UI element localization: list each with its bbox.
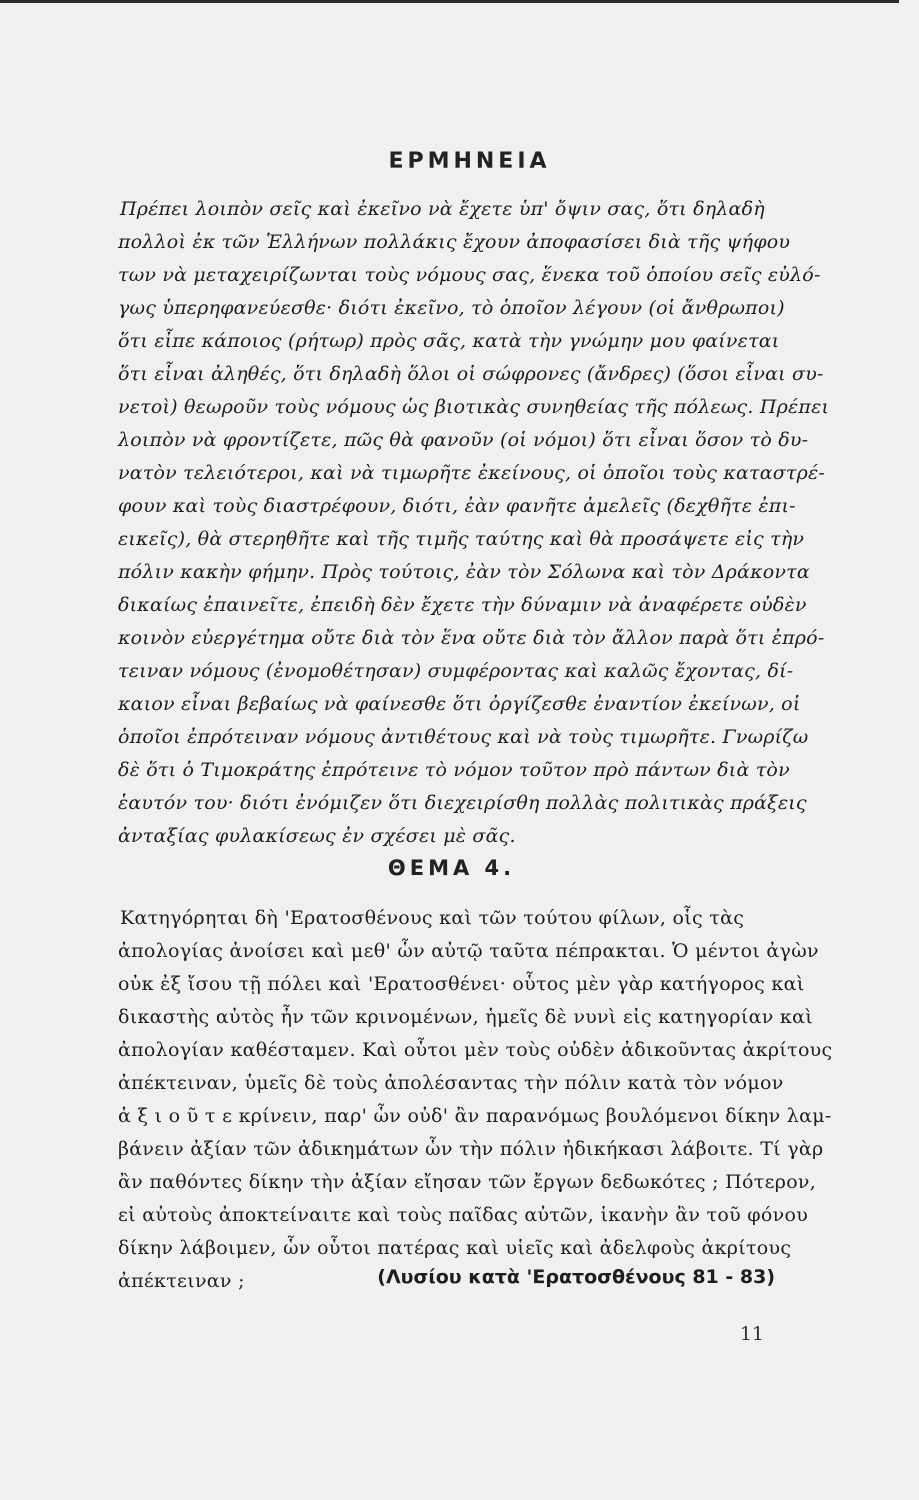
passage-line: Κατηγόρηται δὴ 'Ερατοσθένους καὶ τῶν τούτου φίλων, οἷς τὰς [120, 907, 745, 929]
passage-line: βάνειν ἀξίαν τῶν ἀδικημάτων ὧν τὴν πόλιν ἠδικήκασι λάβοιτε. Τί γὰρ [118, 1138, 824, 1160]
page-number: 11 [739, 1323, 764, 1345]
passage-line: δίκην λάβοιμεν, ὧν οὗτοι πατέρας καὶ υἱεῖς καὶ ἀδελφοὺς ἀκρίτους [118, 1237, 792, 1259]
top-border [0, 0, 899, 3]
body-line: ὅτι εἶναι ἀληθές, ὅτι δηλαδὴ ὅλοι οἱ σώφρονες (ἄνδρες) (ὅσοι εἶναι συ- [118, 363, 824, 385]
body-line: ὅτι εἶπε κάποιος (ρήτωρ) πρὸς σᾶς, κατὰ τὴν γνώμην μου φαίνεται [118, 330, 780, 352]
body-line: ὁποῖοι ἐπρότειναν νόμους ἀντιθέτους καὶ νὰ τοὺς τιμωρῆτε. Γνωρίζω [118, 726, 809, 748]
body-line: νατὸν τελειότεροι, καὶ νὰ τιμωρῆτε ἐκείνους, οἱ ὁποῖοι τοὺς καταστρέ- [118, 462, 826, 484]
passage-line: οὐκ ἐξ ἴσου τῇ πόλει καὶ 'Ερατοσθένει· οὗτος μὲν γὰρ κατήγορος καὶ [118, 973, 805, 995]
section-title-thema: ΘΕΜΑ 4. [387, 856, 516, 880]
body-line: καιον εἶναι βεβαίως νὰ φαίνεσθε ὅτι ὀργίζεσθε ἐναντίον ἐκείνων, οἱ [118, 693, 801, 715]
body-line: πόλιν κακὴν φήμην. Πρὸς τούτοις, ἐὰν τὸν Σόλωνα καὶ τὸν Δράκοντα [118, 561, 810, 583]
passage-line: ἀ ξ ι ο ῦ τ ε κρίνειν, παρ' ὧν οὐδ' ἂν παρανόμως βουλόμενοι δίκην λαμ- [118, 1105, 832, 1127]
passage-line: ἀπολογίας ἀνοίσει καὶ μεθ' ὧν αὐτῷ ταῦτα πέπρακται. Ὁ μέντοι ἀγὼν [118, 940, 819, 962]
passage-line: ἀπολογίαν καθέσταμεν. Καὶ οὗτοι μὲν τοὺς οὐδὲν ἀδικοῦντας ἀκρίτους [118, 1039, 833, 1061]
body-line: φουν καὶ τοὺς διαστρέφουν, διότι, ἐὰν φανῆτε ἀμελεῖς (δεχθῆτε ἐπι- [118, 495, 796, 517]
passage-line: δικαστὴς αὐτὸς ἦν τῶν κρινομένων, ἡμεῖς δὲ νυνὶ εἰς κατηγορίαν καὶ [118, 1006, 813, 1028]
source-citation: (Λυσίου κατὰ 'Ερατοσθένους 81 - 83) [377, 1266, 775, 1288]
passage-line: ἀπέκτειναν ; [118, 1270, 245, 1292]
body-line: εικεῖς), θὰ στερηθῆτε καὶ τῆς τιμῆς ταύτης καὶ θὰ προσάψετε εἰς τὴν [118, 528, 805, 550]
body-line: Πρέπει λοιπὸν σεῖς καὶ ἐκεῖνο νὰ ἔχετε ὑπ' ὄψιν σας, ὅτι δηλαδὴ [120, 198, 765, 220]
body-line: δικαίως ἐπαινεῖτε, ἐπειδὴ δὲν ἔχετε τὴν δύναμιν νὰ ἀναφέρετε οὐδὲν [118, 594, 807, 616]
body-line: γως ὑπερηφανεύεσθε· διότι ἐκεῖνο, τὸ ὁποῖον λέγουν (οἱ ἄνθρωποι) [118, 297, 785, 319]
passage-line: ἀπέκτειναν, ὑμεῖς δὲ τοὺς ἀπολέσαντας τὴν πόλιν κατὰ τὸν νόμον [118, 1072, 784, 1094]
body-line: ἀνταξίας φυλακίσεως ἐν σχέσει μὲ σᾶς. [118, 825, 516, 847]
body-line: πολλοὶ ἐκ τῶν Ἑλλήνων πολλάκις ἔχουν ἀποφασίσει διὰ τῆς ψήφου [118, 231, 791, 253]
body-line: τειναν νόμους (ἐνομοθέτησαν) συμφέροντας καὶ καλῶς ἔχοντας, δί- [118, 660, 794, 682]
body-line: λοιπὸν νὰ φροντίζετε, πῶς θὰ φανοῦν (οἱ νόμοι) ὅτι εἶναι ὅσον τὸ δυ- [118, 429, 809, 451]
passage-line: εἰ αὐτοὺς ἀποκτείναιτε καὶ τοὺς παῖδας αὐτῶν, ἱκανὴν ἂν τοῦ φόνου [118, 1204, 809, 1226]
body-line: δὲ ὅτι ὁ Τιμοκράτης ἐπρότεινε τὸ νόμον τοῦτον πρὸ πάντων διὰ τὸν [118, 759, 790, 781]
body-line: κοινὸν εὐεργέτημα οὔτε διὰ τὸν ἕνα οὔτε διὰ τὸν ἄλλον παρὰ ὅτι ἐπρό- [118, 627, 825, 649]
body-line: ἑαυτόν του· διότι ἐνόμιζεν ὅτι διεχειρίσθη πολλὰς πολιτικὰς πράξεις [118, 792, 807, 814]
passage-line: ἂν παθόντες δίκην τὴν ἀξίαν εἴησαν τῶν ἔργων δεδωκότες ; Πότερον, [118, 1171, 817, 1193]
body-line: νετοὶ) θεωροῦν τοὺς νόμους ὡς βιοτικὰς συνηθείας τῆς πόλεως. Πρέπει [118, 396, 830, 418]
section-title-ermineia: ΕΡΜΗΝΕΙΑ [388, 149, 551, 174]
body-line: των νὰ μεταχειρίζωνται τοὺς νόμους σας, ἕνεκα τοῦ ὁποίου σεῖς εὐλό- [118, 264, 821, 286]
